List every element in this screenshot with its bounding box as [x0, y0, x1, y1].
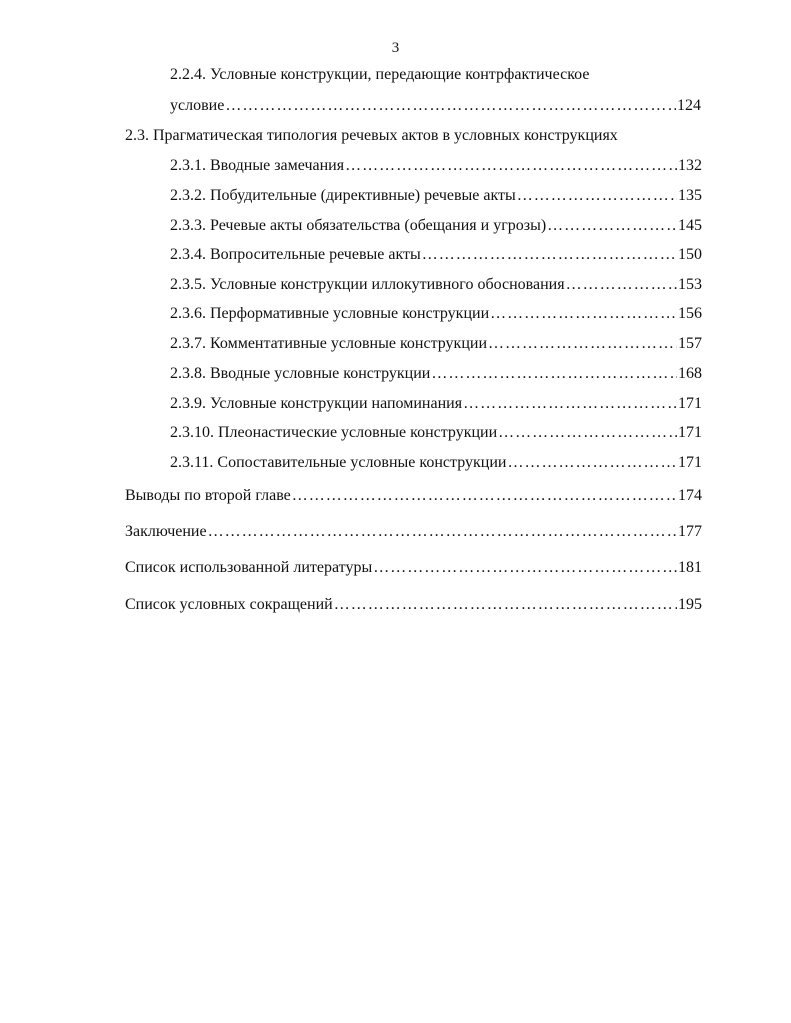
toc-entry-page: 181	[678, 559, 702, 576]
toc-entry-title: 2.3.2. Побудительные (директивные) речевые акты	[170, 187, 516, 204]
leader-dots	[334, 594, 677, 616]
toc-entry-title: 2.3.8. Вводные условные конструкции	[170, 365, 431, 382]
toc-entry-title: 2.3.7. Комментативные условные конструкции	[170, 335, 487, 352]
leader-dots	[490, 303, 677, 325]
leader-dots	[292, 485, 677, 507]
toc-entry-title: Заключение	[125, 523, 207, 540]
leader-dots	[566, 274, 677, 296]
toc-entry-page: 156	[678, 305, 702, 322]
toc-entry-title: Список условных сокращений	[125, 596, 333, 613]
leader-dots	[225, 95, 676, 117]
leader-dots	[373, 557, 677, 579]
leader-dots	[431, 363, 677, 385]
leader-dots	[498, 422, 677, 444]
toc-entry-2-3-8	[170, 363, 702, 385]
toc-entry-abbreviations	[125, 594, 702, 616]
leader-dots	[547, 215, 677, 237]
toc-entry-title: Выводы по второй главе	[125, 487, 291, 504]
leader-dots	[208, 521, 677, 543]
toc-entry-page: 153	[678, 276, 702, 293]
toc-entry-page: 150	[678, 246, 702, 263]
toc-entry-page: 177	[678, 523, 702, 540]
leader-dots	[463, 393, 677, 415]
toc-entry-title: 2.3.3. Речевые акты обязательства (обещания и угрозы)	[170, 217, 547, 234]
toc-entry-title: 2.3.5. Условные конструкции иллокутивного обоснования	[170, 276, 565, 293]
toc-entry-page: 145	[678, 217, 702, 234]
toc-entry-2-3-1	[170, 155, 702, 177]
leader-dots	[507, 452, 677, 474]
toc-entry-2-3-11	[170, 452, 702, 474]
toc-entry-2-2-4	[170, 95, 701, 117]
leader-dots	[422, 244, 677, 266]
toc-entry-title: 2.3.1. Вводные замечания	[170, 157, 345, 174]
toc-entry-page: 135	[678, 187, 702, 204]
toc-entry-bibliography	[125, 557, 702, 579]
toc-entry-2-3-5	[170, 274, 702, 296]
toc-entry-page: 168	[678, 365, 702, 382]
toc-entry-title: Список использованной литературы	[125, 559, 373, 576]
toc-entry-title: условие	[170, 97, 225, 114]
toc-entry-page: 171	[678, 395, 702, 412]
toc-entry-chapter-conclusions	[125, 485, 702, 507]
toc-entry-title: 2.3.9. Условные конструкции напоминания	[170, 395, 463, 412]
toc-entry-page: 174	[678, 487, 702, 504]
toc-entry-conclusion	[125, 521, 702, 543]
leader-dots	[345, 155, 677, 177]
toc-entry-2-2-4-line1: 2.2.4. Условные конструкции, передающие контрфактическое	[170, 66, 590, 83]
toc-entry-title: 2.3.11. Сопоставительные условные конструкции	[170, 454, 507, 471]
toc-entry-title: 2.3.4. Вопросительные речевые акты	[170, 246, 421, 263]
toc-entry-page: 124	[677, 97, 701, 114]
toc-entry-2-3-9	[170, 393, 702, 415]
leader-dots	[517, 185, 677, 207]
toc-entry-page: 157	[678, 335, 702, 352]
toc-entry-2-3-10	[170, 422, 702, 444]
toc-section-2-3: 2.3. Прагматическая типология речевых актов в условных конструкциях	[125, 127, 618, 144]
toc-entry-title: 2.3.10. Плеонастические условные конструкции	[170, 424, 498, 441]
toc-entry-title: 2.3.6. Перформативные условные конструкции	[170, 305, 490, 322]
leader-dots	[488, 333, 677, 355]
toc-entry-2-3-6	[170, 303, 702, 325]
toc-entry-page: 132	[678, 157, 702, 174]
toc-entry-page: 171	[678, 424, 702, 441]
toc-entry-2-3-2	[170, 185, 702, 207]
toc-entry-2-3-7	[170, 333, 702, 355]
toc-entry-2-3-3	[170, 215, 702, 237]
page-number: 3	[391, 40, 400, 56]
toc-entry-page: 171	[678, 454, 702, 471]
toc-entry-2-3-4	[170, 244, 702, 266]
toc-entry-page: 195	[678, 596, 702, 613]
